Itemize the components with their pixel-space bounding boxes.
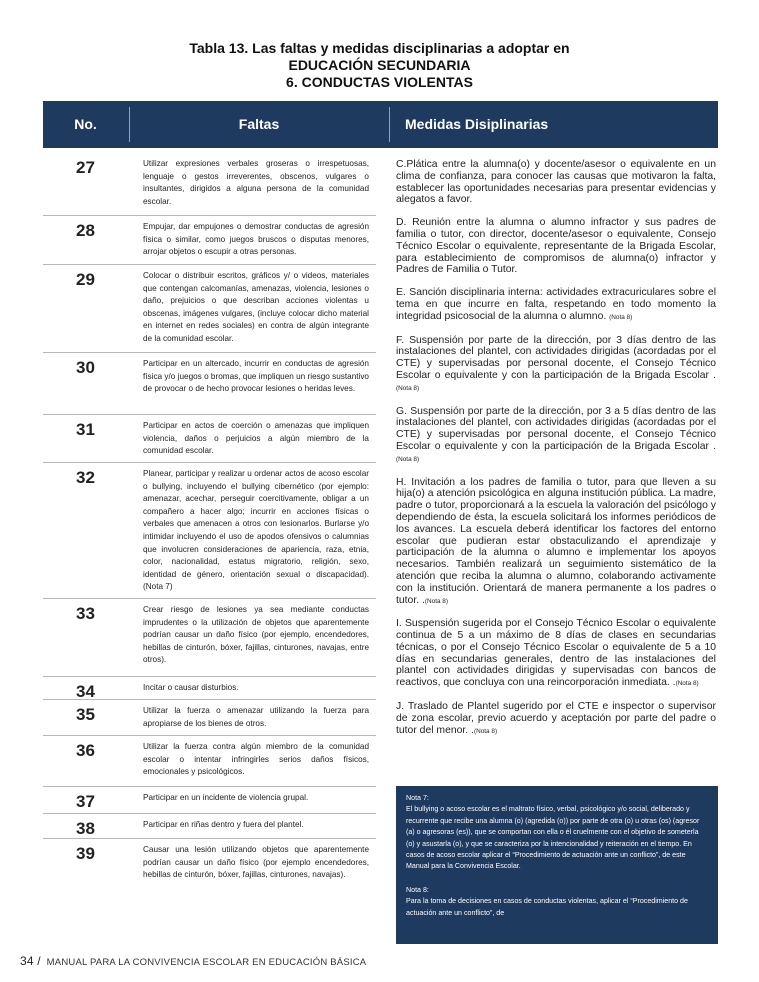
medida-c: C.Plática entre la alumna(o) y docente/asesor o equivalente en un clima de confianza, para conocer las causas que motivaron la falta, establecer las oportunidades necesarias para presentar evidencias y alegatos a favor. xyxy=(396,159,716,206)
header-divider xyxy=(389,107,390,142)
nota-7-title: Nota 7: xyxy=(406,794,429,802)
medida-h: H. Invitación a los padres de familia o tutor, para que lleven a su hija(o) a atención psicológica en alguna institución pública. La madre, padre o tutor, proporcionará a la escuela la valoración del psicólogo y dependiendo de ésta, la escuela solicitará los informes periódicos de los avances. La escuela deberá identificar los factores del entorno escolar que pudieran estar obstaculizando el aprendizaje y participación de la alumna o alumno e implementar los apoyos necesarios. También realizará un seguimiento sistemático de la atención que reciba la alumna o alumno, colaborando activamente con la institución. Orientará de manera permanente a los padres o tutor. .(Nota 8) xyxy=(396,476,716,606)
falta-row-36 xyxy=(43,736,376,787)
page-number: 34 / xyxy=(20,954,41,968)
header-faltas: Faltas xyxy=(238,116,280,132)
nota-7-text: El bullying o acoso escolar es el maltrato físico, verbal, psicológico y/o social, deliberado y recurrente que recibe una alumna (o) (agredida (o)) por parte de otra (o) u otras (os) (agresor (a) o agresoras (es)), que se comportan con ella o él cruelmente con el objetivo de someterla (o) y asustarla (o), y que se caracteriza por la intencionalidad y reiteración en el tiempo. En casos de acoso escolar aplicar el “Procedimiento de actuación ante un conflicto”, de este Manual para la Convivencia Escolar. xyxy=(406,805,700,871)
notes-box xyxy=(396,786,718,944)
medida-e: E. Sanción disciplinaria interna: actividades extracuriculares sobre el tema en que incurre en falta, respetando en todo momento la integridad psicosocial de la alumna o alumno. (Nota 8) xyxy=(396,287,716,322)
title-line-2: EDUCACIÓN SECUNDARIA xyxy=(288,57,471,73)
falta-number: 37 xyxy=(76,792,95,811)
nota-8-title: Nota 8: xyxy=(406,885,429,894)
falta-row-31 xyxy=(43,415,376,463)
falta-text: Empujar, dar empujones o demostrar conductas de agresión física o similar, como juegos bruscos o disputas menores, arrojar objetos o escupir a otras personas. xyxy=(143,222,369,257)
medidas-column xyxy=(396,159,716,748)
falta-text: Planear, participar y realizar u ordenar actos de acoso escolar o bullying, incluyendo el bullying cibernético (por ejemplo: amenazar, acechar, perseguir coercitivamente, obligar a un compañero a hacer algo; incurrir en acciones físicas o verbales que amenacen a otros con lesionarlos. Burlarse y/o intimidar incluyendo el uso de apodos ofensivos o calumnias que involucren consideraciones de apariencia, raza, etnia, color, nacionalidad, estatus migratorio, religión, sexo, identidad de género, orientación sexual o discapacidad). (Nota 7) xyxy=(143,469,369,592)
falta-row-38 xyxy=(43,814,376,839)
falta-number: 36 xyxy=(76,741,95,760)
nota-ref: (Nota 8) xyxy=(396,384,420,392)
falta-number: 29 xyxy=(76,270,95,289)
falta-number: 31 xyxy=(76,420,95,439)
falta-text: Utilizar expresiones verbales groseras o irrespetuosas, lenguaje o gestos irreverentes, obscenos, vulgares o insultantes, dirigidos a alguna persona de la comunidad escolar. xyxy=(143,159,369,206)
header-no: No. xyxy=(74,116,97,132)
nota-ref: (Nota 8) xyxy=(424,597,448,605)
title-line-3: 6. CONDUCTAS VIOLENTAS xyxy=(286,74,473,90)
page-footer xyxy=(20,954,366,968)
falta-number: 27 xyxy=(76,158,95,177)
falta-row-37 xyxy=(43,787,376,814)
falta-number: 35 xyxy=(76,705,95,724)
falta-text: Utilizar la fuerza o amenazar utilizando la fuerza para apropiarse de los bienes de otros. xyxy=(143,706,369,728)
falta-number: 33 xyxy=(76,604,95,623)
medida-j: J. Traslado de Plantel sugerido por el CTE e inspector o supervisor de zona escolar, previo acuerdo y aceptación por parte del padre o tutor del menor. .(Nota 8) xyxy=(396,701,716,736)
falta-row-33 xyxy=(43,599,376,677)
falta-text: Crear riesgo de lesiones ya sea mediante conductas imprudentes o la utilización de objetos que aparentemente podrían causar un daño físico (por ejemplo, encendedores, hebillas de cinturón, bóxer, fajillas, cinturones, navajas, entre otros). xyxy=(143,605,369,665)
falta-text: Participar en un incidente de violencia grupal. xyxy=(143,793,309,802)
falta-text: Participar en riñas dentro y fuera del plantel. xyxy=(143,820,304,829)
falta-number: 32 xyxy=(76,468,95,487)
falta-row-32 xyxy=(43,463,376,599)
nota-8-text: Para la toma de decisiones en casos de conductas violentas, aplicar el “Procedimiento de actuación ante un conflicto”, de xyxy=(406,897,688,917)
title-line-1: Tabla 13. Las faltas y medidas disciplinarias a adoptar en xyxy=(189,40,570,56)
falta-row-34 xyxy=(43,677,376,700)
falta-row-28 xyxy=(43,216,376,265)
footer-text: MANUAL PARA LA CONVIVENCIA ESCOLAR EN EDUCACIÓN BÁSICA xyxy=(46,957,367,968)
falta-text: Incitar o causar disturbios. xyxy=(143,683,239,692)
falta-number: 38 xyxy=(76,819,95,838)
medida-f: F. Suspensión por parte de la dirección, por 3 días dentro de las instalaciones del plantel, con actividades dirigidas (acordadas por el CTE) y supervisadas por personal docente, el Consejo Técnico Escolar o equivalente y con la participación de la Brigada Escolar .(Nota 8) xyxy=(396,334,716,392)
falta-number: 39 xyxy=(76,844,95,863)
falta-number: 30 xyxy=(76,358,95,377)
falta-row-39 xyxy=(43,839,376,919)
falta-row-27 xyxy=(43,153,376,216)
falta-row-30 xyxy=(43,353,376,415)
table-header xyxy=(43,101,718,148)
table-title xyxy=(0,40,759,91)
falta-row-29 xyxy=(43,265,376,353)
header-medidas: Medidas Disiplinarias xyxy=(405,116,549,132)
falta-text: Causar una lesión utilizando objetos que aparentemente podrían causar un daño físico (por ejemplo encendedores, hebillas de cinturón, bóxer, fajillas, cinturones, navajas). xyxy=(143,845,369,880)
falta-text: Participar en un altercado, incurrir en conductas de agresión física y/o juegos o bromas, que impliquen un riesgo sustantivo de provocar o de hecho provocar lesiones o heridas leves. xyxy=(143,359,369,394)
medida-g: G. Suspensión por parte de la dirección, por 3 a 5 días dentro de las instalaciones del plantel, con actividades dirigidas (acordadas por el CTE) y supervisadas por personal docente, el Consejo Técnico Escolar o equivalente y con la participación de la Brigada Escolar .(Nota 8) xyxy=(396,405,716,463)
falta-text: Colocar o distribuir escritos, gráficos y/ o videos, materiales que contengan calcomanías, amenazas, violencia, lesiones o daño, prejuicios o que describan acciones violentas u obscenas, imágenes vulgares, (incluye colocar dicho material en internet en redes sociales) en contra de algún integrante de la comunidad escolar. xyxy=(143,271,369,343)
falta-number: 34 xyxy=(76,682,95,701)
falta-text: Utilizar la fuerza contra algún miembro de la comunidad escolar o intentar infringirles serios daños físicos, emocionales y psicológicos. xyxy=(143,742,369,777)
nota-ref: (Nota 8) xyxy=(609,313,633,321)
nota-ref: (Nota 8) xyxy=(675,680,699,688)
falta-row-35 xyxy=(43,700,376,736)
medida-i: I. Suspensión sugerida por el Consejo Técnico Escolar o equivalente continua de 5 a un máximo de 8 días de clases en secundarias técnicas, o por el Consejo Técnico Escolar o equivalente de 5 a 10 días en secundarias generales, dentro de las instalaciones del plantel con actividades dirigidas y supervisadas con bancos de reactivos, que concluya con una reincorporación inmediata. .(Nota 8) xyxy=(396,618,716,689)
nota-ref: (Nota 8) xyxy=(473,727,498,735)
medida-d: D. Reunión entre la alumna o alumno infractor y sus padres de familia o tutor, con director, docente/asesor o equivalente, Consejo Técnico Escolar o equivalente, representante de la Brigada Escolar, para establecimiento de compromisos de alumna(o) infractor y Padres de Familia o Tutor. xyxy=(396,217,716,276)
falta-text: Participar en actos de coerción o amenazas que impliquen violencia, daños o perjuicios a algún miembro de la comunidad escolar. xyxy=(143,421,369,456)
falta-number: 28 xyxy=(76,221,95,240)
nota-ref: (Nota 8) xyxy=(396,455,420,463)
